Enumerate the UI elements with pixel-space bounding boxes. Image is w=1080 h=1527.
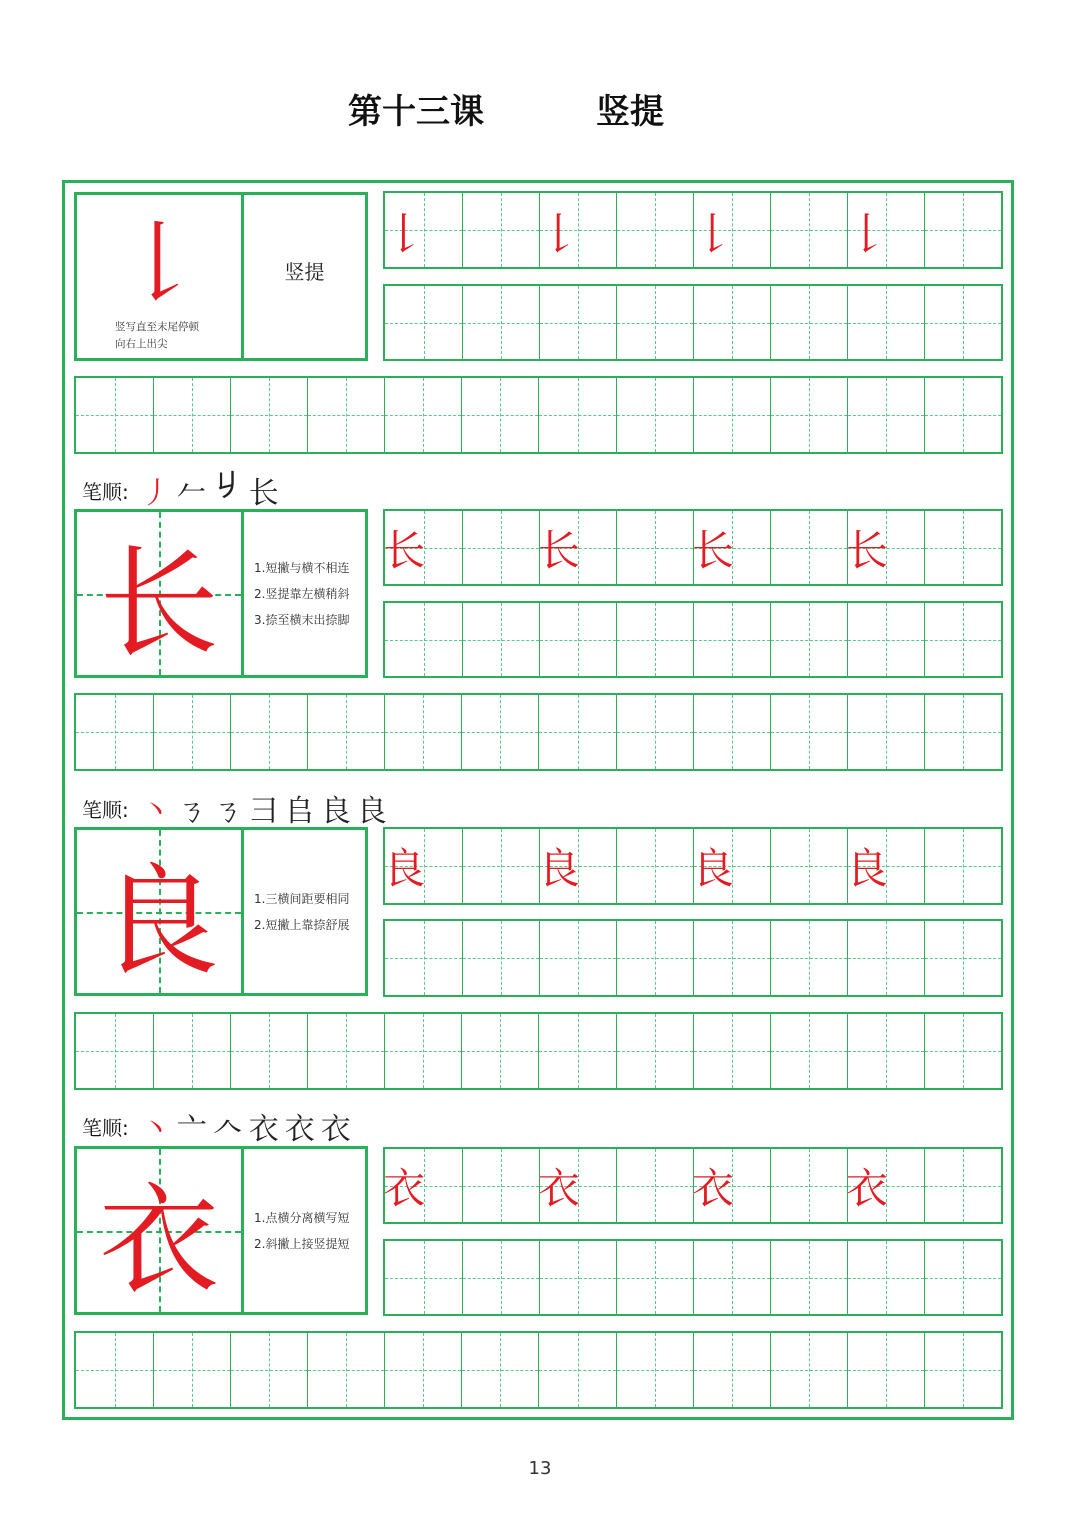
practice-cell[interactable]: 衣 — [693, 1149, 770, 1222]
practice-cell[interactable] — [924, 511, 1001, 584]
practice-cell[interactable] — [924, 1014, 1001, 1088]
practice-cell[interactable] — [153, 378, 230, 452]
full-practice-row — [74, 693, 1003, 771]
practice-cell[interactable] — [462, 603, 539, 676]
practice-cell[interactable] — [307, 1014, 384, 1088]
practice-cell[interactable] — [385, 286, 462, 359]
character-trace-row — [383, 1147, 1003, 1224]
practice-cell[interactable] — [230, 1014, 307, 1088]
practice-cell[interactable] — [924, 378, 1001, 452]
practice-cell[interactable] — [616, 603, 693, 676]
practice-cell[interactable] — [847, 695, 924, 769]
practice-cell[interactable] — [385, 603, 462, 676]
practice-cell[interactable] — [693, 1014, 770, 1088]
practice-cell[interactable] — [847, 286, 924, 359]
practice-cell[interactable] — [307, 1333, 384, 1407]
character-example-2 — [74, 827, 368, 996]
lesson-number: 第十三课 — [348, 92, 484, 132]
practice-cell[interactable] — [693, 286, 770, 359]
stroke-order-3: 笔顺: 丶 亠 𠆢 衣 衣 衣 — [82, 1112, 351, 1147]
practice-cell[interactable] — [924, 829, 1001, 903]
practice-cell[interactable] — [770, 1241, 847, 1314]
page-number: 13 — [528, 1458, 552, 1479]
practice-cell[interactable] — [384, 1333, 461, 1407]
practice-cell[interactable] — [462, 511, 539, 584]
practice-cell[interactable] — [770, 921, 847, 995]
practice-cell[interactable] — [693, 378, 770, 452]
practice-cell[interactable] — [538, 1333, 615, 1407]
practice-cell[interactable] — [924, 921, 1001, 995]
practice-cell[interactable]: 良 — [539, 829, 616, 903]
full-practice-row — [74, 1331, 1003, 1409]
practice-cell[interactable]: 𠄌 — [385, 193, 462, 267]
practice-cell[interactable]: 衣 — [847, 1149, 924, 1222]
character-example-1 — [74, 509, 368, 678]
stroke-demo-box — [77, 195, 244, 358]
full-practice-row — [74, 1012, 1003, 1090]
practice-cell[interactable] — [616, 1241, 693, 1314]
character-demo-box: 长 — [77, 512, 244, 675]
practice-cell[interactable] — [847, 603, 924, 676]
stroke-order-1: 笔顺: 丿 𠂉 𠂈 长 — [82, 469, 279, 511]
practice-cell[interactable] — [616, 511, 693, 584]
practice-cell[interactable] — [616, 193, 693, 267]
practice-cell[interactable] — [462, 829, 539, 903]
practice-cell[interactable]: 良 — [385, 829, 462, 903]
lesson-stroke-name: 竖提 — [596, 92, 664, 132]
practice-cell[interactable] — [539, 603, 616, 676]
practice-cell[interactable] — [924, 1333, 1001, 1407]
practice-cell[interactable] — [538, 695, 615, 769]
practice-cell[interactable]: 长 — [693, 511, 770, 584]
practice-cell[interactable] — [76, 1014, 153, 1088]
practice-cell[interactable] — [385, 921, 462, 995]
stroke-glyph: 𠄌 — [114, 211, 204, 316]
practice-cell[interactable] — [461, 695, 538, 769]
practice-cell[interactable] — [539, 1241, 616, 1314]
practice-cell[interactable] — [770, 1014, 847, 1088]
practice-cell[interactable]: 衣 — [385, 1149, 462, 1222]
practice-cell[interactable]: 衣 — [539, 1149, 616, 1222]
practice-cell[interactable] — [538, 1014, 615, 1088]
practice-cell[interactable] — [847, 1241, 924, 1314]
character-trace-row — [383, 827, 1003, 905]
character-demo-box: 良 — [77, 830, 244, 993]
character-notes: 1.短撇与横不相连 2.竖提靠左横稍斜 3.捺至横末出捺脚 — [254, 560, 350, 627]
character-trace-row — [383, 509, 1003, 586]
practice-cell[interactable] — [770, 378, 847, 452]
practice-cell[interactable] — [770, 193, 847, 267]
practice-cell[interactable] — [616, 921, 693, 995]
practice-cell[interactable] — [924, 603, 1001, 676]
practice-cell[interactable] — [847, 1014, 924, 1088]
character-practice-row — [383, 919, 1003, 997]
practice-cell[interactable]: 良 — [847, 829, 924, 903]
practice-cell[interactable] — [307, 378, 384, 452]
practice-cell[interactable] — [76, 1333, 153, 1407]
stroke-practice-row — [383, 284, 1003, 361]
practice-cell[interactable] — [153, 695, 230, 769]
practice-cell[interactable] — [461, 1333, 538, 1407]
stroke-order-2: 笔顺: 丶 ㄋ ㄋ 彐 𠂤 良 良 — [82, 794, 387, 829]
practice-cell[interactable] — [616, 695, 693, 769]
practice-cell[interactable] — [924, 193, 1001, 267]
practice-cell[interactable] — [230, 695, 307, 769]
practice-cell[interactable] — [847, 378, 924, 452]
practice-cell[interactable] — [924, 1149, 1001, 1222]
stroke-trace-row — [383, 191, 1003, 269]
practice-cell[interactable] — [462, 193, 539, 267]
practice-cell[interactable] — [462, 1149, 539, 1222]
practice-cell[interactable] — [770, 1149, 847, 1222]
practice-cell[interactable] — [693, 921, 770, 995]
practice-cell[interactable] — [693, 1333, 770, 1407]
character-notes: 1.点横分离横写短 2.斜撇上接竖提短 — [254, 1210, 350, 1251]
practice-cell[interactable] — [307, 695, 384, 769]
practice-cell[interactable] — [847, 921, 924, 995]
character-notes: 1.三横间距要相同 2.短撇上靠捺舒展 — [254, 891, 350, 932]
practice-cell[interactable] — [616, 286, 693, 359]
page-title — [0, 84, 1080, 134]
practice-cell[interactable] — [770, 603, 847, 676]
stroke-name-box: 竖提 — [284, 260, 325, 284]
stroke-description: 竖写直至末尾停顿 向右上出尖 — [115, 321, 199, 350]
practice-cell[interactable] — [384, 1014, 461, 1088]
practice-cell[interactable]: 𠄌 — [693, 193, 770, 267]
practice-cell[interactable] — [76, 695, 153, 769]
practice-cell[interactable] — [616, 1014, 693, 1088]
character-example-3 — [74, 1146, 368, 1315]
practice-cell[interactable] — [616, 1333, 693, 1407]
practice-cell[interactable] — [693, 695, 770, 769]
practice-cell[interactable] — [693, 603, 770, 676]
practice-cell[interactable] — [230, 1333, 307, 1407]
character-practice-row — [383, 601, 1003, 678]
practice-cell[interactable] — [924, 695, 1001, 769]
practice-cell[interactable] — [616, 378, 693, 452]
practice-cell[interactable] — [770, 695, 847, 769]
practice-cell[interactable] — [924, 286, 1001, 359]
practice-cell[interactable] — [770, 286, 847, 359]
practice-cell[interactable] — [384, 378, 461, 452]
practice-cell[interactable] — [539, 286, 616, 359]
practice-cell[interactable] — [847, 1333, 924, 1407]
practice-cell[interactable]: 𠄌 — [847, 193, 924, 267]
practice-cell[interactable] — [693, 1241, 770, 1314]
practice-cell[interactable] — [924, 1241, 1001, 1314]
practice-cell[interactable] — [153, 1333, 230, 1407]
practice-cell[interactable]: 良 — [693, 829, 770, 903]
practice-cell[interactable] — [539, 921, 616, 995]
practice-cell[interactable] — [461, 1014, 538, 1088]
practice-cell[interactable] — [461, 378, 538, 452]
practice-cell[interactable] — [538, 378, 615, 452]
stroke-intro-panel — [74, 192, 368, 361]
practice-cell[interactable] — [153, 1014, 230, 1088]
full-practice-row — [74, 376, 1003, 454]
practice-cell[interactable] — [770, 1333, 847, 1407]
practice-cell[interactable] — [770, 511, 847, 584]
character-practice-row — [383, 1239, 1003, 1316]
practice-cell[interactable] — [462, 1241, 539, 1314]
practice-cell[interactable] — [385, 1241, 462, 1314]
character-demo-box: 衣 — [77, 1149, 244, 1312]
practice-cell[interactable] — [770, 829, 847, 903]
practice-cell[interactable]: 𠄌 — [539, 193, 616, 267]
practice-cell[interactable] — [462, 921, 539, 995]
practice-cell[interactable]: 长 — [539, 511, 616, 584]
practice-cell[interactable] — [616, 829, 693, 903]
practice-cell[interactable]: 长 — [847, 511, 924, 584]
practice-cell[interactable] — [384, 695, 461, 769]
practice-cell[interactable] — [230, 378, 307, 452]
practice-cell[interactable] — [76, 378, 153, 452]
practice-cell[interactable]: 长 — [385, 511, 462, 584]
practice-cell[interactable] — [616, 1149, 693, 1222]
practice-cell[interactable] — [462, 286, 539, 359]
